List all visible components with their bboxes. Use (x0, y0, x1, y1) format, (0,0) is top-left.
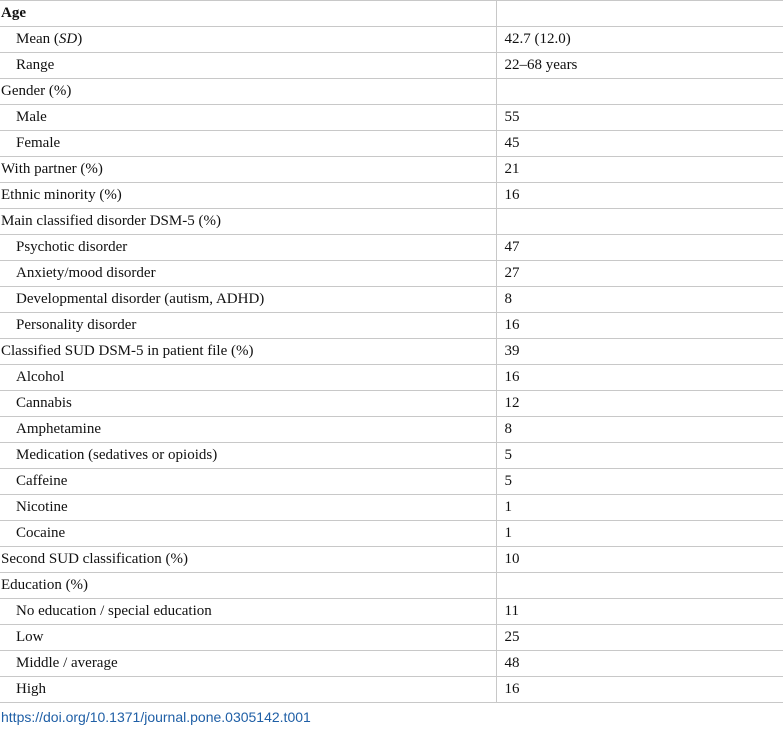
table-row (0, 599, 783, 625)
table-row (0, 183, 783, 209)
row-value: 1 (496, 521, 783, 547)
table-row (0, 365, 783, 391)
row-value: 42.7 (12.0) (496, 27, 783, 53)
row-value: 1 (496, 495, 783, 521)
row-label: Education (%) (0, 573, 496, 599)
table-row (0, 79, 783, 105)
row-label: Ethnic minority (%) (0, 183, 496, 209)
table-row (0, 417, 783, 443)
row-value: 25 (496, 625, 783, 651)
row-value: 10 (496, 547, 783, 573)
row-value: 5 (496, 469, 783, 495)
row-label-text: Mean ( (16, 31, 59, 47)
row-value: 55 (496, 105, 783, 131)
table-row (0, 339, 783, 365)
row-label: Age (0, 1, 496, 27)
row-label: High (0, 677, 496, 703)
table-row (0, 469, 783, 495)
row-label: Main classified disorder DSM-5 (%) (0, 209, 496, 235)
row-value: 47 (496, 235, 783, 261)
row-label: Cannabis (0, 391, 496, 417)
table-row (0, 235, 783, 261)
row-label: No education / special education (0, 599, 496, 625)
table-row (0, 443, 783, 469)
table-row (0, 521, 783, 547)
row-value: 39 (496, 339, 783, 365)
row-label-italic: SD (58, 31, 78, 47)
doi-link[interactable]: https://doi.org/10.1371/journal.pone.0305142.t001 (1, 709, 311, 725)
row-value: 11 (496, 599, 783, 625)
row-value (496, 573, 783, 599)
row-label: Middle / average (0, 651, 496, 677)
row-value: 45 (496, 131, 783, 157)
row-label: Gender (%) (0, 79, 496, 105)
row-label: Low (0, 625, 496, 651)
row-label: Personality disorder (0, 313, 496, 339)
table-row (0, 27, 783, 53)
row-label: Female (0, 131, 496, 157)
row-label: Alcohol (0, 365, 496, 391)
row-label: Nicotine (0, 495, 496, 521)
row-value: 16 (496, 183, 783, 209)
row-value: 12 (496, 391, 783, 417)
row-label (0, 27, 496, 53)
row-value: 8 (496, 287, 783, 313)
table-row (0, 313, 783, 339)
row-value (496, 1, 783, 27)
row-value: 48 (496, 651, 783, 677)
row-value: 8 (496, 417, 783, 443)
row-label: Anxiety/mood disorder (0, 261, 496, 287)
table-row (0, 287, 783, 313)
table-row (0, 105, 783, 131)
table-row (0, 131, 783, 157)
table-row (0, 495, 783, 521)
row-label: Psychotic disorder (0, 235, 496, 261)
row-label: Range (0, 53, 496, 79)
row-label: Classified SUD DSM-5 in patient file (%) (0, 339, 496, 365)
table-row (0, 157, 783, 183)
row-value: 16 (496, 313, 783, 339)
row-value: 5 (496, 443, 783, 469)
row-value (496, 209, 783, 235)
row-label: Caffeine (0, 469, 496, 495)
row-label: Second SUD classification (%) (0, 547, 496, 573)
table-row (0, 53, 783, 79)
row-value: 16 (496, 365, 783, 391)
row-value: 27 (496, 261, 783, 287)
row-label: Amphetamine (0, 417, 496, 443)
row-value: 21 (496, 157, 783, 183)
table-row (0, 1, 783, 27)
row-label: Cocaine (0, 521, 496, 547)
table-row (0, 651, 783, 677)
table-row (0, 573, 783, 599)
table-row (0, 625, 783, 651)
row-label: Male (0, 105, 496, 131)
row-label: Medication (sedatives or opioids) (0, 443, 496, 469)
table-row (0, 261, 783, 287)
row-label: Developmental disorder (autism, ADHD) (0, 287, 496, 313)
row-value: 16 (496, 677, 783, 703)
table-row (0, 547, 783, 573)
table-row (0, 209, 783, 235)
table-row (0, 391, 783, 417)
row-value (496, 79, 783, 105)
row-label: With partner (%) (0, 157, 496, 183)
row-label-text: ) (77, 31, 83, 47)
row-value: 22–68 years (496, 53, 783, 79)
table-row (0, 677, 783, 703)
